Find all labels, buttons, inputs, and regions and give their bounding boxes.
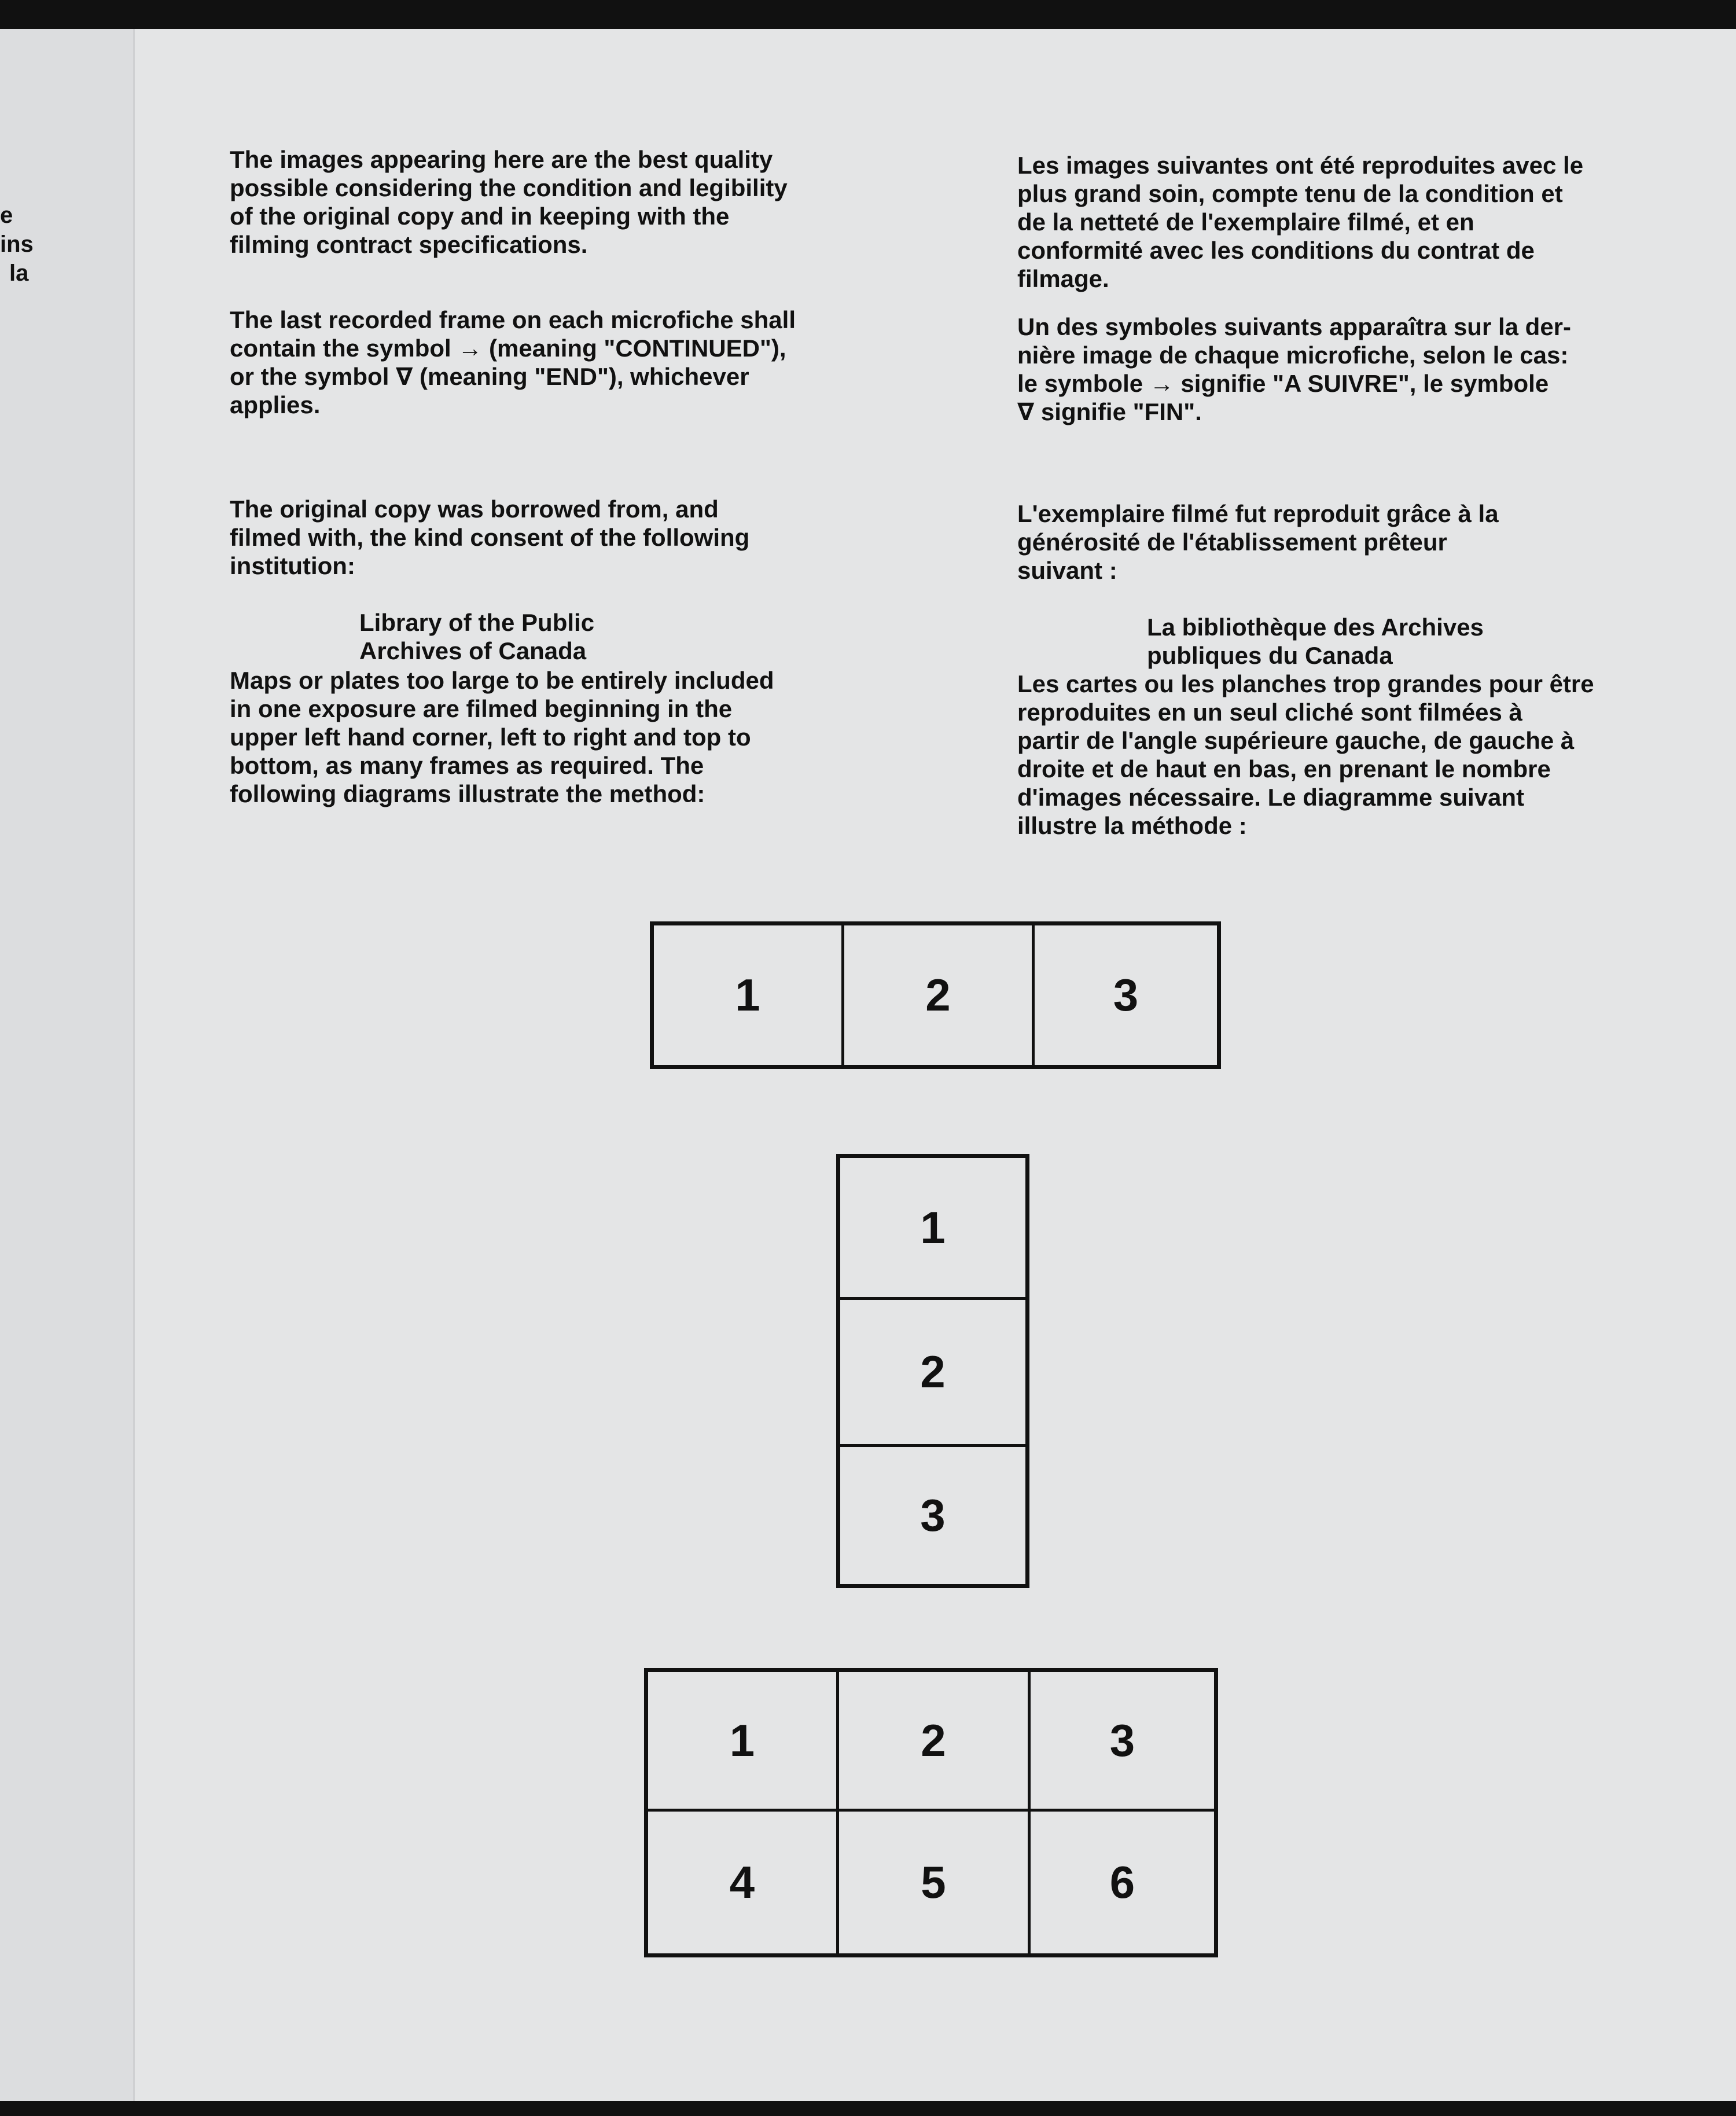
- english-institution-name: Library of the Public Archives of Canada: [359, 609, 595, 664]
- english-symbol-paragraph: [230, 306, 994, 419]
- frame-cell: 3: [1113, 969, 1139, 1020]
- grid-frame-diagram: [644, 1668, 1218, 1957]
- target-page: [135, 29, 1736, 2101]
- french-consent-text: L'exemplaire filmé fut reproduit grâce à la générosité de l'établissement prêteur suivant :: [1017, 500, 1499, 584]
- margin-fragment: ins: [0, 232, 34, 257]
- previous-page-edge: [0, 29, 135, 2101]
- frame-cell: 1: [648, 1672, 839, 1812]
- frame-cell: 2: [840, 1300, 1025, 1447]
- french-quality-paragraph: Les images suivantes ont été reproduites avec le plus grand soin, compte tenu de la condition et de la netteté de l'exemplaire filmé, et en conformité avec les conditions du contrat de filmage.: [1017, 152, 1584, 292]
- arrow-icon: →: [458, 335, 483, 362]
- margin-fragment: la: [9, 260, 29, 286]
- french-method-paragraph: [1017, 641, 1712, 868]
- french-symbol-paragraph: [1017, 313, 1712, 426]
- french-method-text: Les cartes ou les planches trop grandes pour être reproduites en un seul cliché sont filmées à partir de l'angle supérieure gauche, de gauche à droite et de haut en bas, en prenant le nombre d'images nécessaire. Le diagramme suivant illustre la méthode :: [1017, 670, 1594, 839]
- english-quality-paragraph: The images appearing here are the best quality possible considering the condition and legibility of the original copy and in keeping with the filming contract specifications.: [230, 146, 788, 258]
- frame-cell: 4: [648, 1812, 839, 1953]
- arrow-icon: →: [1149, 370, 1174, 397]
- film-border-bottom: [0, 2101, 1736, 2116]
- frame-cell: 3: [920, 1490, 946, 1541]
- microfiche-frame: [0, 29, 1736, 2101]
- horizontal-frame-diagram: [650, 921, 1221, 1069]
- end-triangle-icon: ∇: [1017, 398, 1035, 425]
- french-institution-name: La bibliothèque des Archives publiques du Canada: [1147, 614, 1484, 669]
- frame-cell: 1: [840, 1158, 1025, 1300]
- english-column: [230, 117, 994, 287]
- margin-fragment: e: [0, 203, 13, 228]
- frame-cell: 5: [839, 1812, 1031, 1953]
- french-symbol-text-a: Un des symboles suivants apparaîtra sur la der- nière image de chaque microfiche, selon le cas: le symbole: [1017, 313, 1572, 397]
- frame-cell: 3: [1031, 1672, 1214, 1812]
- english-consent-text: The original copy was borrowed from, and filmed with, the kind consent of the following institution:: [230, 495, 750, 579]
- french-symbol-text-c: signifie "FIN".: [1034, 398, 1202, 425]
- french-column: [1017, 123, 1712, 321]
- end-triangle-icon: ∇: [396, 363, 413, 390]
- french-symbol-text-b: signifie "A SUIVRE", le symbole: [1180, 370, 1549, 397]
- english-symbol-text-a: The last recorded frame on each microfiche shall contain the symbol: [230, 306, 796, 362]
- film-border-top: [0, 0, 1736, 29]
- frame-cell: 2: [839, 1672, 1031, 1812]
- english-symbol-text-c: (meaning "END"), whichever applies.: [230, 363, 749, 418]
- frame-cell: 1: [654, 925, 844, 1065]
- vertical-frame-diagram: [836, 1154, 1029, 1588]
- english-method-text: Maps or plates too large to be entirely included in one exposure are filmed beginning in the upper left hand corner, left to right and top to bottom, as many frames as required. The following diagrams illustrate the method:: [230, 667, 774, 807]
- english-method-paragraph: [230, 638, 994, 836]
- frame-cell: 6: [1109, 1857, 1135, 1908]
- frame-cell: 2: [844, 925, 1035, 1065]
- english-symbol-text-b: (meaning "CONTINUED"), or the symbol: [230, 335, 786, 390]
